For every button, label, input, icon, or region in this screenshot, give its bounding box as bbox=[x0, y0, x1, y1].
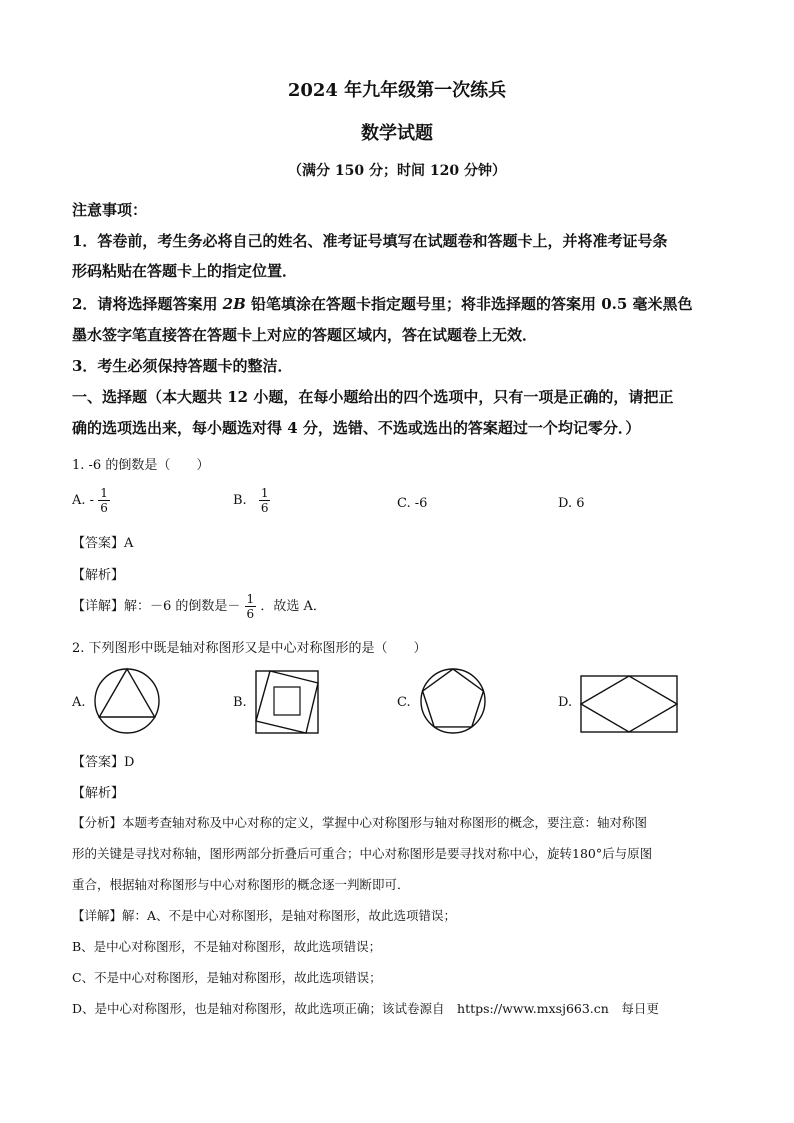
exam-title: 2024 年九年级第一次练兵 bbox=[287, 80, 507, 101]
pencil-grade: 2B bbox=[222, 295, 246, 313]
q2-detail-a: 【详解】解：A、不是中心对称图形，是轴对称图形，故此选项错误； bbox=[72, 908, 457, 923]
q2-option-c-label: C. bbox=[397, 695, 411, 710]
notice-item-3: 3．考生必须保持答题卡的整洁． bbox=[72, 357, 293, 375]
q1-stem: 1. -6 的倒数是（ ） bbox=[72, 458, 210, 473]
notice-item-2-line-1 bbox=[72, 293, 693, 314]
q1-option-a-denominator: 6 bbox=[100, 501, 108, 515]
notice-heading: 注意事项： bbox=[72, 201, 148, 219]
q2-figure-a-circle-triangle bbox=[92, 666, 162, 736]
q2-detail-b: B、是中心对称图形，不是轴对称图形，故此选项错误； bbox=[72, 939, 382, 954]
q2-figure-c-circle-pentagon bbox=[418, 666, 488, 736]
q1-option-a-numerator: 1 bbox=[100, 486, 108, 500]
q1-option-b-numerator: 1 bbox=[260, 486, 269, 500]
q1-detail-denominator: 6 bbox=[246, 607, 255, 621]
q1-option-b-fraction bbox=[259, 486, 271, 515]
q2-option-b-label: B. bbox=[233, 695, 247, 710]
q2-option-a-label: A. bbox=[72, 695, 86, 710]
q2-figure-b-square-in-square bbox=[254, 669, 320, 735]
q1-analysis-tag: 【解析】 bbox=[72, 568, 125, 583]
q2-answer-tag: 【答案】 bbox=[72, 755, 125, 770]
q2-analysis-tag: 【解析】 bbox=[72, 786, 125, 801]
q1-option-a bbox=[72, 486, 110, 515]
q2-fenxi-line-1: 【分析】本题考查轴对称及中心对称的定义，掌握中心对称图形与轴对称图形的概念，要注意：轴对称图 bbox=[72, 815, 648, 830]
q1-option-a-fraction bbox=[98, 486, 110, 515]
q2-detail-c: C、不是中心对称图形，是轴对称图形，故此选项错误； bbox=[72, 970, 382, 985]
notice-item-2-text-b: 铅笔填涂在答题卡指定题号里；将非选择题的答案用 0.5 毫米黑色 bbox=[245, 295, 693, 313]
q2-answer bbox=[72, 751, 134, 770]
notice-item-1-line-1: 1．答卷前，考生务必将自己的姓名、准考证号填写在试题卷和答题卡上，并将准考证号条 bbox=[72, 232, 668, 250]
q1-option-b-denominator: 6 bbox=[260, 501, 269, 515]
q1-detail-numerator: 1 bbox=[246, 592, 255, 606]
q1-option-b bbox=[233, 486, 270, 515]
q1-detail-prefix: 【详解】解：－6 的倒数是－ bbox=[72, 599, 241, 614]
q2-fenxi-line-2: 形的关键是寻找对称轴，图形两部分折叠后可重合；中心对称图形是要寻找对称中心，旋转180°后与原图 bbox=[72, 846, 653, 861]
exam-subject: 数学试题 bbox=[361, 123, 433, 144]
q1-detail-suffix: ．故选 A． bbox=[260, 599, 326, 614]
q1-answer-value: A bbox=[124, 536, 134, 551]
q2-option-d-label: D. bbox=[558, 695, 573, 710]
q1-option-d: D. 6 bbox=[558, 496, 585, 511]
q1-option-a-label: A. - bbox=[72, 493, 95, 508]
exam-info: （满分 150 分；时间 120 分钟） bbox=[288, 163, 506, 179]
q2-stem: 2. 下列图形中既是轴对称图形又是中心对称图形的是（ ） bbox=[72, 641, 427, 656]
q2-answer-value: D bbox=[124, 755, 135, 770]
notice-item-2-line-2: 墨水签字笔直接答在答题卡上对应的答题区域内，答在试题卷上无效． bbox=[72, 326, 538, 344]
q2-fenxi-line-3: 重合，根据轴对称图形与中心对称图形的概念逐一判断即可． bbox=[72, 877, 410, 892]
q1-option-b-label: B. bbox=[233, 493, 247, 508]
q2-figure-d-rectangle-rhombus bbox=[580, 675, 678, 733]
q1-detail bbox=[72, 592, 326, 621]
q1-detail-fraction bbox=[245, 592, 257, 621]
q2-detail-d: D、是中心对称图形，也是轴对称图形，故此选项正确；该试卷源自 https://www.mxsj663.cn 每日更 bbox=[72, 1001, 659, 1016]
section-1-line-1: 一、选择题（本大题共 12 小题，在每小题给出的四个选项中，只有一项是正确的，请把正 bbox=[72, 388, 674, 406]
section-1-line-2: 确的选项选出来，每小题选对得 4 分，选错、不选或选出的答案超过一个均记零分．） bbox=[72, 419, 641, 437]
notice-item-2-text-a: 2．请将选择题答案用 bbox=[72, 295, 223, 313]
notice-item-1-line-2: 形码粘贴在答题卡上的指定位置． bbox=[72, 262, 298, 280]
q1-answer bbox=[72, 532, 133, 551]
q1-answer-tag: 【答案】 bbox=[72, 536, 125, 551]
q1-option-c: C. -6 bbox=[397, 496, 428, 511]
